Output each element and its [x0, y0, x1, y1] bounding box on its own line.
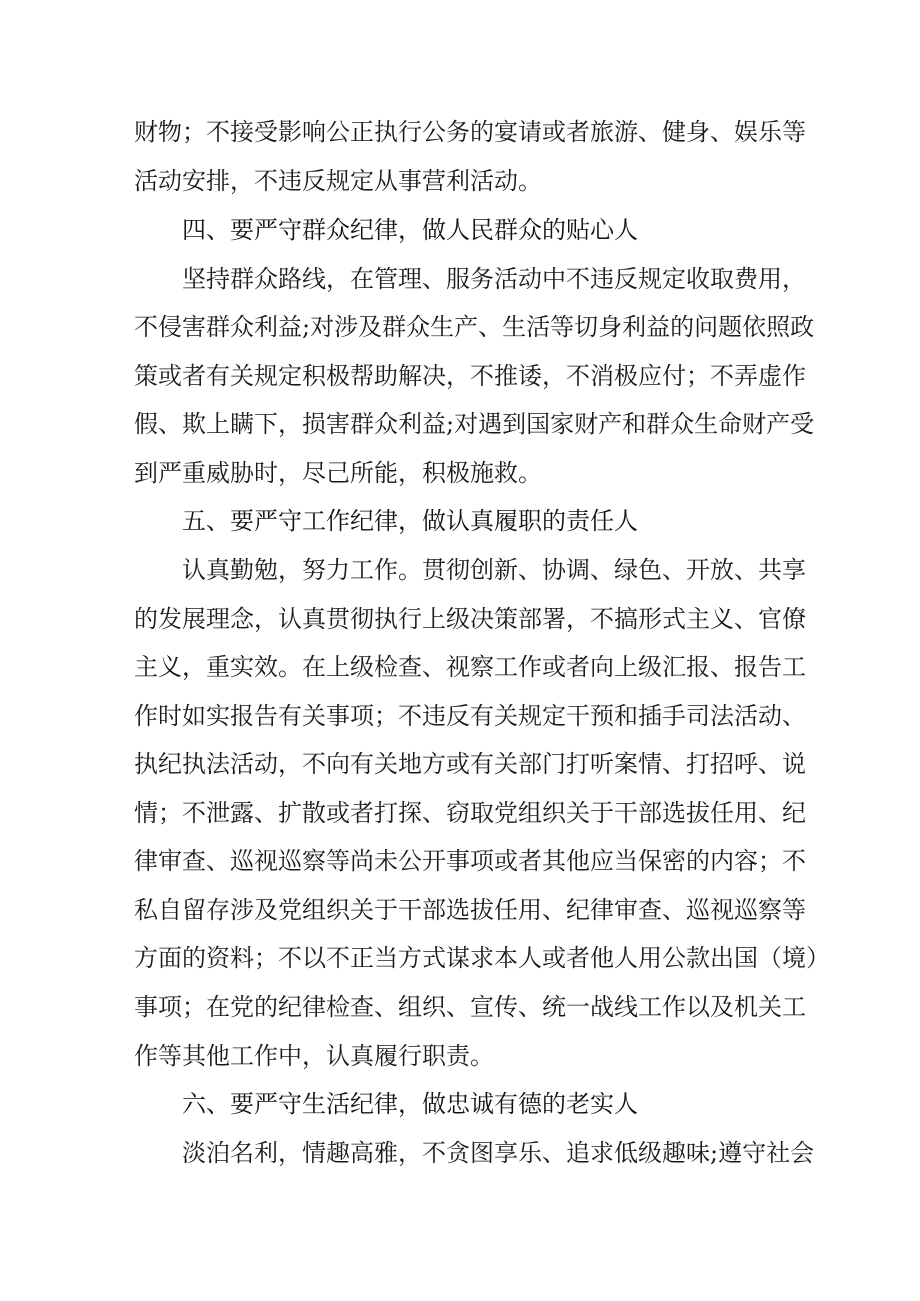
body-text-line: 淡泊名利，情趣高雅，不贪图享乐、追求低级趣味;遵守社会 [182, 1139, 815, 1167]
body-text-line: 不侵害群众利益;对涉及群众生产、生活等切身利益的问题依照政 [134, 313, 815, 341]
body-text-line: 到严重威胁时，尽己所能，积极施救。 [134, 459, 542, 487]
body-text-line: 私自留存涉及党组织关于干部选拔任用、纪律审查、巡视巡察等 [134, 896, 806, 924]
body-text-line: 策或者有关规定积极帮助解决，不推诿，不消极应付；不弄虚作 [134, 362, 806, 390]
body-text-line: 执纪执法活动，不向有关地方或有关部门打听案情、打招呼、说 [134, 750, 806, 778]
body-text-line: 活动安排，不违反规定从事营利活动。 [134, 167, 542, 195]
section-heading-4: 四、要严守群众纪律，做人民群众的贴心人 [182, 216, 638, 244]
body-text-line: 情；不泄露、扩散或者打探、窃取党组织关于干部选拔任用、纪 [134, 799, 806, 827]
body-text-line: 坚持群众路线，在管理、服务活动中不违反规定收取费用， [182, 265, 806, 293]
section-heading-6: 六、要严守生活纪律，做忠诚有德的老实人 [182, 1090, 638, 1118]
body-text-line: 作时如实报告有关事项；不违反有关规定干预和插手司法活动、 [134, 702, 806, 730]
body-text-line: 作等其他工作中，认真履行职责。 [134, 1042, 494, 1070]
body-text-line: 的发展理念，认真贯彻执行上级决策部署，不搞形式主义、官僚 [134, 605, 806, 633]
body-text-line: 财物；不接受影响公正执行公务的宴请或者旅游、健身、娱乐等 [134, 118, 806, 146]
body-text-line: 事项；在党的纪律检查、组织、宣传、统一战线工作以及机关工 [134, 993, 806, 1021]
body-text-line: 律审查、巡视巡察等尚未公开事项或者其他应当保密的内容；不 [134, 847, 806, 875]
body-text-line: 假、欺上瞒下，损害群众利益;对遇到国家财产和群众生命财产受 [134, 410, 815, 438]
body-text-line: 方面的资料；不以不正当方式谋求本人或者他人用公款出国（境） [134, 944, 830, 972]
section-heading-5: 五、要严守工作纪律，做认真履职的责任人 [182, 507, 638, 535]
body-text-line: 主义，重实效。在上级检查、视察工作或者向上级汇报、报告工 [134, 653, 806, 681]
body-text-line: 认真勤勉，努力工作。贯彻创新、协调、绿色、开放、共享 [182, 556, 806, 584]
